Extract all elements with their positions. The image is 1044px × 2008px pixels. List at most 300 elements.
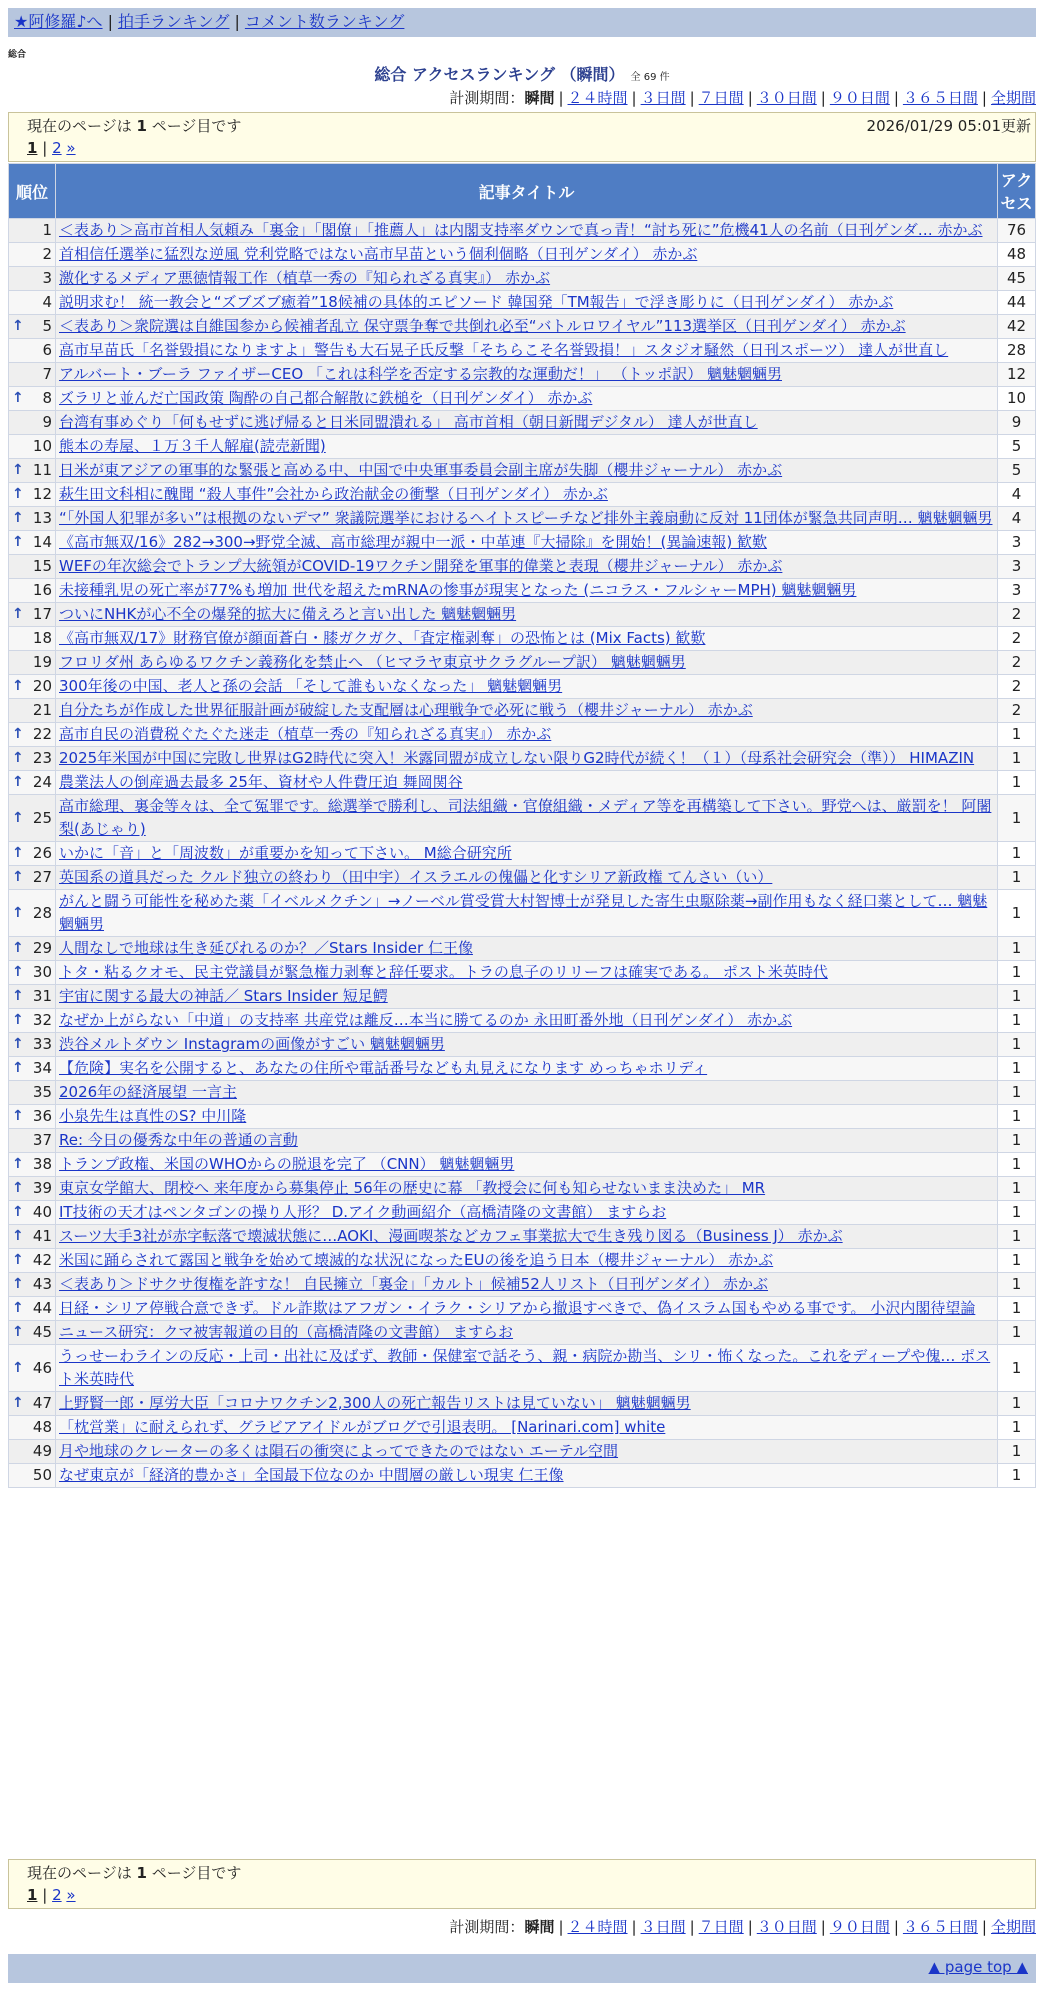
table-row [9,1081,1036,1105]
table-row [9,243,1036,267]
page-info-top [8,112,1036,162]
period-link[interactable]: ３０日間 [756,89,817,107]
rank-number: 47 [32,1394,52,1412]
period-separator: | [689,1918,695,1936]
rank-cell [9,1416,56,1440]
title-cell [56,1201,998,1225]
rank-up-arrow-icon: ↑ [12,988,24,1004]
rank-number: 25 [32,808,52,827]
access-count: 1 [998,1081,1036,1105]
period-label: 計測期間： [449,89,525,107]
page-top-link[interactable]: ▲ page top ▲ [928,1958,1028,1976]
rank-cell [9,291,56,315]
rank-number: 43 [32,1275,52,1293]
rank-cell [9,1464,56,1488]
article-title-link[interactable]: 渋谷メルトダウン Instagramの画像がすごい 魑魅魍魎男 [59,1035,445,1053]
access-count: 1 [998,937,1036,961]
table-row [9,1225,1036,1249]
article-title-link[interactable]: 自分たちが作成した世界征服計画が破綻した支配層は心理戦争で必死に戦う（櫻井ジャーナル） 赤かぶ [59,701,753,719]
article-title-link[interactable]: 【危険】実名を公開すると、あなたの住所や電話番号なども丸見えになります めっちゃホリディ [59,1059,708,1077]
rank-up-arrow-icon: ↑ [12,486,24,502]
period-link[interactable]: ３６５日間 [902,89,978,107]
article-title-link[interactable]: 激化するメディア悪徳情報工作（植草一秀の『知られざる真実』） 赤かぶ [59,269,551,287]
article-title-link[interactable]: トタ・粘るクオモ、民主党議員が緊急権力剥奪と辞任要求。トラの息子のリリーフは確実である。 ポスト米英時代 [59,963,828,981]
title-cell [56,1440,998,1464]
rank-cell [9,937,56,961]
article-title-link[interactable]: 宇宙に関する最大の神話／ Stars Insider 短足鰐 [59,987,388,1005]
rank-number: 9 [42,413,52,431]
home-link[interactable]: ★阿修羅♪へ [14,12,103,31]
table-row [9,627,1036,651]
article-title-link[interactable]: いかに「音」と「周波数」が重要かを知って下さい。 M総合研究所 [59,844,512,862]
article-title-link[interactable]: 2025年米国が中国に完敗し世界はG2時代に突入！米露同盟が成立しない限りG2時代が続く！（１）（母系社会研究会（準）） HIMAZIN [59,749,975,767]
access-count: 1 [998,723,1036,747]
rank-number: 48 [32,1418,52,1436]
rank-up-arrow-icon: ↑ [12,750,24,766]
article-title-link[interactable]: ズラリと並んだ亡国政策 陶酔の自己都合解散に鉄槌を（日刊ゲンダイ） 赤かぶ [59,389,593,407]
access-count: 45 [998,267,1036,291]
rank-up-arrow-icon: ↑ [12,1180,24,1196]
article-title-link[interactable]: ＜表あり＞高市首相人気頼み「裏金」「閣僚」「推薦人」は内閣支持率ダウンで真っ青！“討ち死に”危機41人の名前（日刊ゲンダ… 赤かぶ [59,221,983,239]
title-cell [56,866,998,890]
access-count: 1 [998,842,1036,866]
access-count: 48 [998,243,1036,267]
rank-cell [9,459,56,483]
rank-cell [9,603,56,627]
title-cell [56,555,998,579]
table-row [9,1321,1036,1345]
rank-number: 30 [32,963,52,981]
title-cell [56,435,998,459]
rank-cell [9,771,56,795]
access-count: 1 [998,771,1036,795]
article-title-link[interactable]: ついにNHKが心不全の爆発的拡大に備えろと言い出した 魑魅魍魎男 [59,605,517,623]
title-cell [56,699,998,723]
total-count: 全 69 件 [630,72,670,83]
nav-separator: | [234,12,240,31]
title-cell [56,771,998,795]
rank-number: 37 [32,1131,52,1149]
table-row [9,723,1036,747]
title-cell [56,1009,998,1033]
rank-number: 14 [32,533,52,551]
rank-up-arrow-icon: ↑ [12,534,24,550]
period-link[interactable]: 全期間 [990,1918,1036,1936]
article-title-link[interactable]: 首相信任選挙に猛烈な逆風 党利党略ではない高市早苗という個利個略（日刊ゲンダイ） 赤かぶ [59,245,698,263]
rank-up-arrow-icon: ↑ [12,1204,24,1220]
period-link[interactable]: ３日間 [640,1918,686,1936]
article-title-link[interactable]: 高市自民の消費税ぐたぐた迷走（植草一秀の『知られざる真実』） 赤かぶ [59,725,552,743]
article-title-link[interactable]: 2026年の経済展望 一言主 [59,1083,237,1101]
rank-cell [9,985,56,1009]
title-cell [56,675,998,699]
table-row [9,291,1036,315]
article-title-link[interactable]: ニュース研究：クマ被害報道の目的（高橋清隆の文書館） ますらお [59,1323,514,1341]
access-count: 5 [998,435,1036,459]
period-link[interactable]: ２４時間 [567,89,628,107]
table-row [9,890,1036,937]
rank-number: 38 [32,1155,52,1173]
access-count: 1 [998,1440,1036,1464]
title-cell [56,627,998,651]
table-row [9,937,1036,961]
pager-next[interactable]: » [66,139,76,157]
table-row [9,795,1036,842]
table-row [9,483,1036,507]
table-row [9,1009,1036,1033]
period-separator: | [558,89,564,107]
rank-cell [9,483,56,507]
rank-up-arrow-icon: ↑ [12,964,24,980]
rank-up-arrow-icon: ↑ [12,726,24,742]
rank-number: 36 [32,1107,52,1125]
access-count: 2 [998,603,1036,627]
page-title: 総合 アクセスランキング （瞬間） [374,65,625,84]
title-cell [56,243,998,267]
table-row [9,1416,1036,1440]
rank-cell [9,1177,56,1201]
access-count: 9 [998,411,1036,435]
rank-cell [9,411,56,435]
access-count: 1 [998,1201,1036,1225]
table-row [9,1440,1036,1464]
rank-number: 6 [42,341,52,359]
article-title-link[interactable]: 人間なしで地球は生き延びれるのか？／Stars Insider 仁王像 [59,939,473,957]
table-row [9,531,1036,555]
period-separator: | [558,1918,564,1936]
article-title-link[interactable]: トランプ政権、米国のWHOからの脱退を完了 （CNN） 魑魅魍魎男 [59,1155,515,1173]
period-separator: | [747,1918,753,1936]
rank-cell [9,1057,56,1081]
rank-cell [9,1321,56,1345]
title-cell [56,1177,998,1201]
article-title-link[interactable]: スーツ大手3社が赤字転落で壊滅状態に…AOKI、漫画喫茶などカフェ事業拡大で生き残り図る（Business J） 赤かぶ [59,1227,843,1245]
table-row [9,1201,1036,1225]
rank-number: 15 [32,557,52,575]
article-title-link[interactable]: 上野賢一郎・厚労大臣「コロナワクチン2,300人の死亡報告リストは見ていない」 魑魅魍魎男 [59,1394,691,1412]
table-row [9,1297,1036,1321]
period-separator: | [631,89,637,107]
article-title-link[interactable]: 説明求む！ 統一教会と“ズブズブ癒着”18候補の具体的エピソード 韓国発「TM報告」で浮き彫りに（日刊ゲンダイ） 赤かぶ [59,293,894,311]
rank-cell [9,1153,56,1177]
period-link[interactable]: ７日間 [698,89,744,107]
period-link[interactable]: ９０日間 [829,89,890,107]
rank-cell [9,699,56,723]
pager-next[interactable]: » [66,1886,76,1904]
ranking-table [8,163,1036,1488]
table-row [9,1464,1036,1488]
title-cell [56,411,998,435]
access-count: 1 [998,1464,1036,1488]
rank-number: 28 [32,903,52,922]
rank-cell [9,651,56,675]
article-title-link[interactable]: アルバート・ブーラ ファイザーCEO 「これは科学を否定する宗教的な運動だ！」 （トッポ訳） 魑魅魍魎男 [59,365,782,383]
title-cell [56,1129,998,1153]
article-title-link[interactable]: ＜表あり＞ドサクサ復権を許すな！ 自民擁立「裏金」「カルト」候補52人リスト（日刊ゲンダイ） 赤かぶ [59,1275,769,1293]
rank-cell [9,1225,56,1249]
access-count: 44 [998,291,1036,315]
article-title-link[interactable]: 《高市無双/17》財務官僚が顔面蒼白・膝ガクガク、「査定権剥奪」の恐怖とは (Mix Facts) 歓歎 [59,629,706,647]
article-title-link[interactable]: 《高市無双/16》282→300→野党全滅、高市総理が親中一派・中革連『大掃除』を開始！(異論速報) 歓歎 [59,533,768,551]
title-cell [56,890,998,937]
rank-cell [9,890,56,937]
table-row [9,1249,1036,1273]
rank-up-arrow-icon: ↑ [12,1395,24,1411]
rank-number: 8 [42,389,52,407]
rank-cell [9,1345,56,1392]
updated-timestamp: 2026/01/29 05:01更新 [866,117,1031,135]
rank-cell [9,627,56,651]
access-count: 1 [998,1129,1036,1153]
table-row [9,985,1036,1009]
access-count: 1 [998,747,1036,771]
table-row [9,1177,1036,1201]
page-title-area [0,62,1044,85]
rank-number: 13 [32,509,52,527]
rank-number: 11 [32,461,52,479]
rank-up-arrow-icon: ↑ [12,1359,24,1376]
article-title-link[interactable]: がんと闘う可能性を秘めた薬「イベルメクチン」→ノーベル賞受賞大村智博士が発見した寄生虫駆除薬→副作用もなく経口薬として… 魑魅魍魎男 [59,892,988,933]
article-title-link[interactable]: Re: 今日の優秀な中年の普通の言動 [59,1131,298,1149]
nav-separator: | [107,12,113,31]
rank-up-arrow-icon: ↑ [12,1276,24,1292]
period-separator: | [689,89,695,107]
rank-number: 7 [42,365,52,383]
access-count: 1 [998,961,1036,985]
title-cell [56,531,998,555]
rank-cell [9,1273,56,1297]
rank-up-arrow-icon: ↑ [12,904,24,921]
rank-number: 40 [32,1203,52,1221]
period-separator: | [747,89,753,107]
period-selector-top [449,87,1036,108]
rank-up-arrow-icon: ↑ [12,318,24,334]
access-count: 2 [998,651,1036,675]
title-cell [56,1464,998,1488]
article-title-link[interactable]: 米国に踊らされて露国と戦争を始めて壊滅的な状況になったEUの後を追う日本（櫻井ジャーナル） 赤かぶ [59,1251,774,1269]
access-count: 3 [998,531,1036,555]
access-count: 1 [998,1153,1036,1177]
table-row [9,1105,1036,1129]
rank-number: 46 [32,1358,52,1377]
rank-up-arrow-icon: ↑ [12,1156,24,1172]
table-row [9,435,1036,459]
access-count: 1 [998,866,1036,890]
rank-up-arrow-icon: ↑ [12,1108,24,1124]
table-row [9,411,1036,435]
article-title-link[interactable]: 農業法人の倒産過去最多 25年、資材や人件費圧迫 舞岡関谷 [59,773,463,791]
rank-up-arrow-icon: ↑ [12,678,24,694]
pager-page-2[interactable]: 2 [52,139,62,157]
comment-ranking-link[interactable]: コメント数ランキング [244,12,405,31]
access-count: 1 [998,795,1036,842]
access-count: 1 [998,1392,1036,1416]
table-row [9,315,1036,339]
period-separator: | [820,89,826,107]
article-title-link[interactable]: 高市早苗氏「名誉毀損になりますよ」警告も大石晃子氏反撃「そちらこそ名誉毀損！」スタジオ騒然（日刊スポーツ） 達人が世直し [59,341,949,359]
rank-number: 32 [32,1011,52,1029]
period-separator: | [981,1918,987,1936]
article-title-link[interactable]: うっせーわラインの反応・上司・出社に及ばず、教師・保健室で話そう、親・病院か勘当、シリ・怖くなった。これをディープや傀… ポスト米英時代 [59,1347,991,1388]
clap-ranking-link[interactable]: 拍手ランキング [117,12,230,31]
access-count: 1 [998,985,1036,1009]
article-title-link[interactable]: 300年後の中国、老人と孫の会話 「そして誰もいなくなった」 魑魅魍魎男 [59,677,563,695]
rank-cell [9,1081,56,1105]
rank-number: 12 [32,485,52,503]
rank-cell [9,675,56,699]
article-title-link[interactable]: 「枕営業」に耐えられず、グラビアアイドルがブログで引退表明。 [Narinari.com] white [59,1418,666,1436]
rank-up-arrow-icon: ↑ [12,869,24,885]
article-title-link[interactable]: 小泉先生は真性のS? 中川隆 [59,1107,247,1125]
table-row [9,866,1036,890]
title-cell [56,291,998,315]
rank-up-arrow-icon: ↑ [12,510,24,526]
title-cell [56,1033,998,1057]
table-row [9,363,1036,387]
period-current: 瞬間 [524,89,555,107]
period-selector-bottom [449,1916,1036,1937]
rank-up-arrow-icon: ↑ [12,1060,24,1076]
rank-number: 4 [42,293,52,311]
title-cell [56,339,998,363]
rank-cell [9,961,56,985]
rank-up-arrow-icon: ↑ [12,1252,24,1268]
access-count: 4 [998,483,1036,507]
table-row [9,675,1036,699]
access-count: 1 [998,1416,1036,1440]
access-count: 1 [998,1033,1036,1057]
bottom-bar [8,1954,1036,1983]
rank-cell [9,267,56,291]
access-count: 3 [998,555,1036,579]
article-title-link[interactable]: なぜか上がらない「中道」の支持率 共産党は離反…本当に勝てるのか 永田町番外地（日刊ゲンダイ） 赤かぶ [59,1011,793,1029]
article-title-link[interactable]: 未接種乳児の死亡率が77%も増加 世代を超えたmRNAの惨事が現実となった (ニコラス・フルシャーMPH) 魑魅魍魎男 [59,581,857,599]
title-cell [56,219,998,243]
rank-number: 44 [32,1299,52,1317]
article-title-link[interactable]: 萩生田文科相に醜聞 “殺人事件”会社から政治献金の衝撃（日刊ゲンダイ） 赤かぶ [59,485,608,503]
article-title-link[interactable]: 高市総理、裏金等々は、全て冤罪です。総選挙で勝利し、司法組織・官僚組織・メディア等を再構築して下さい。野党へは、厳罰を！ 阿闍梨(あじゃり) [59,797,992,838]
rank-number: 10 [32,437,52,455]
article-title-link[interactable]: 月や地球のクレーターの多くは隕石の衝突によってできたのではない エーテル空間 [59,1442,619,1460]
period-link[interactable]: ２４時間 [567,1918,628,1936]
title-cell [56,1225,998,1249]
rank-number: 3 [42,269,52,287]
pager-top: 1 | 2 » [27,139,76,157]
access-count: 1 [998,1057,1036,1081]
article-title-link[interactable]: IT技術の天才はペンタゴンの操り人形？ D.アイク動画紹介（高橋清隆の文書館） ますらお [59,1203,667,1221]
period-label: 計測期間： [449,1918,525,1936]
title-cell [56,603,998,627]
table-row [9,219,1036,243]
rank-cell [9,1033,56,1057]
article-title-link[interactable]: 熊本の寿屋、１万３千人解雇(読売新聞) [59,437,326,455]
table-row [9,339,1036,363]
period-link[interactable]: ７日間 [698,1918,744,1936]
period-link[interactable]: ３０日間 [756,1918,817,1936]
rank-number: 24 [32,773,52,791]
title-cell [56,723,998,747]
title-cell [56,387,998,411]
article-title-link[interactable]: “「外国人犯罪が多い”は根拠のないデマ” 衆議院選挙におけるヘイトスピーチなど排外主義扇動に反対 11団体が緊急共同声明… 魑魅魍魎男 [59,509,993,527]
rank-number: 29 [32,939,52,957]
access-count: 42 [998,315,1036,339]
rank-cell [9,723,56,747]
rank-cell [9,363,56,387]
table-row [9,771,1036,795]
rank-cell [9,315,56,339]
rank-number: 34 [32,1059,52,1077]
rank-up-arrow-icon: ↑ [12,606,24,622]
rank-number: 31 [32,987,52,1005]
period-link[interactable]: ３日間 [640,89,686,107]
table-row [9,579,1036,603]
article-title-link[interactable]: 台湾有事めぐり「何もせずに逃げ帰ると日米同盟潰れる」 高市首相（朝日新聞デジタル） 達人が世直し [59,413,758,431]
title-cell [56,1105,998,1129]
article-title-link[interactable]: フロリダ州 あらゆるワクチン義務化を禁止へ （ヒマラヤ東京サクラグループ訳） 魑魅魍魎男 [59,653,686,671]
article-title-link[interactable]: 英国系の道具だった クルド独立の終わり（田中宇）イスラエルの傀儡と化すシリア新政権 てんさい（い） [59,868,773,886]
article-title-link[interactable]: 日経・シリア停戦合意できず。ドル詐欺はアフガン・イラク・シリアから撤退すべきで、偽イスラム国もやめる事です。 小沢内閣待望論 [59,1299,976,1317]
rank-number: 39 [32,1179,52,1197]
article-title-link[interactable]: 東京女学館大、閉校へ 来年度から募集停止 56年の歴史に幕 「教授会に何も知らせないまま決めた」 MR [59,1179,766,1197]
page-info-text: 現在のページは 1 ページ目です [27,117,242,135]
title-cell [56,315,998,339]
period-link[interactable]: 全期間 [990,89,1036,107]
rank-cell [9,579,56,603]
pager-page-2[interactable]: 2 [52,1886,62,1904]
rank-cell [9,507,56,531]
pager-current: 1 [27,139,38,157]
rank-number: 33 [32,1035,52,1053]
rank-number: 50 [32,1466,52,1484]
rank-cell [9,555,56,579]
period-separator: | [820,1918,826,1936]
title-cell [56,1345,998,1392]
table-row [9,555,1036,579]
article-title-link[interactable]: WEFの年次総会でトランプ大統領がCOVID-19ワクチン開発を軍事的偉業と表現（櫻井ジャーナル） 赤かぶ [59,557,783,575]
rank-number: 16 [32,581,52,599]
access-count: 76 [998,219,1036,243]
title-cell [56,1057,998,1081]
period-link[interactable]: ３６５日間 [902,1918,978,1936]
rank-number: 23 [32,749,52,767]
rank-number: 21 [32,701,52,719]
article-title-link[interactable]: ＜表あり＞衆院選は自維国参から候補者乱立 保守票争奪で共倒れ必至“バトルロワイヤル”113選挙区（日刊ゲンダイ） 赤かぶ [59,317,906,335]
rank-cell [9,1392,56,1416]
access-count: 1 [998,1105,1036,1129]
article-title-link[interactable]: なぜ東京が「経済的豊かさ」全国最下位なのか 中間層の厳しい現実 仁王像 [59,1466,564,1484]
rank-number: 26 [32,844,52,862]
page-info-bottom [8,1859,1036,1909]
table-row [9,1153,1036,1177]
table-row [9,459,1036,483]
article-title-link[interactable]: 日米が東アジアの軍事的な緊張と高める中、中国で中央軍事委員会副主席が失脚（櫻井ジャーナル） 赤かぶ [59,461,783,479]
rank-cell [9,1129,56,1153]
rank-number: 2 [42,245,52,263]
title-header: 記事タイトル [56,164,998,219]
period-link[interactable]: ９０日間 [829,1918,890,1936]
access-count: 4 [998,507,1036,531]
table-row [9,961,1036,985]
page-info-text: 現在のページは 1 ページ目です [27,1864,242,1882]
title-cell [56,961,998,985]
table-row [9,603,1036,627]
title-cell [56,651,998,675]
top-nav-bar [8,8,1036,37]
rank-number: 18 [32,629,52,647]
rank-cell [9,435,56,459]
rank-number: 49 [32,1442,52,1460]
access-count: 28 [998,339,1036,363]
